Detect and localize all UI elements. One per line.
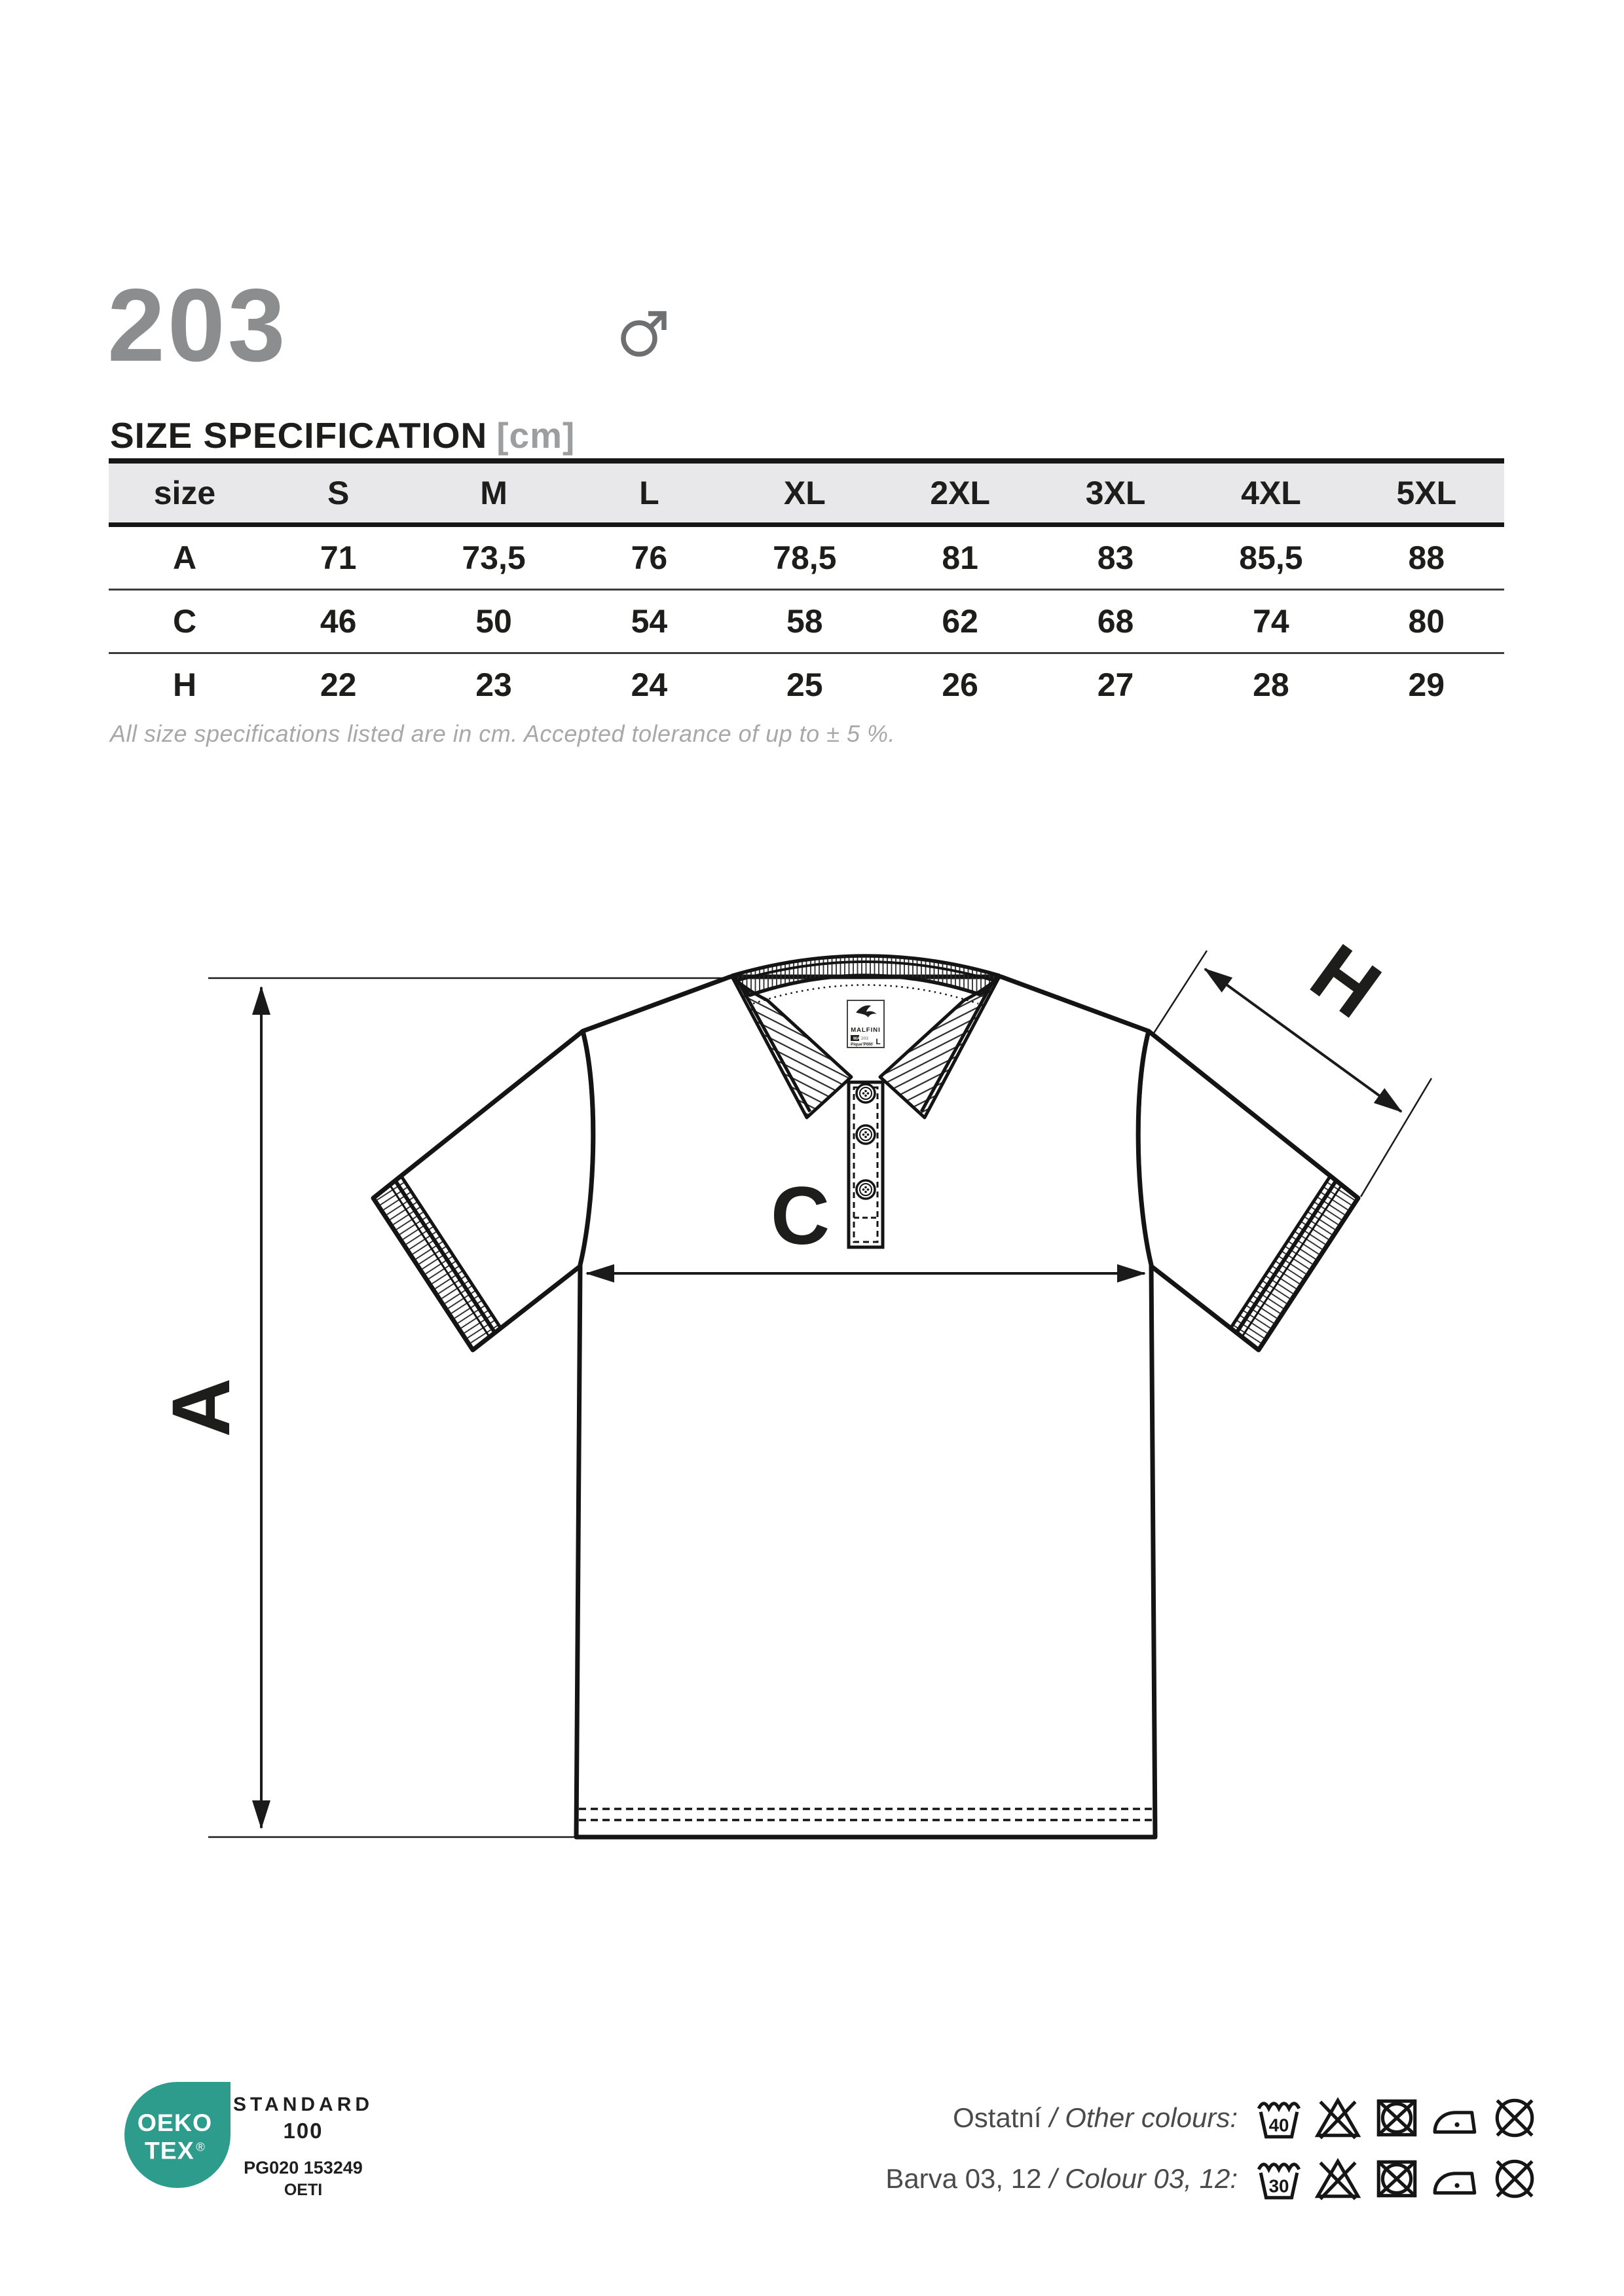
row-label: C xyxy=(172,603,197,640)
dim-label-a: A xyxy=(156,1377,247,1438)
care-row-label xyxy=(885,2163,1238,2195)
page-title: 203 xyxy=(107,268,288,383)
standard-text: STANDARD xyxy=(232,2094,374,2115)
standard-number: 100 xyxy=(283,2119,323,2143)
cell: 76 xyxy=(631,539,668,576)
col-header-l: L xyxy=(572,461,727,525)
tex-text: TEX xyxy=(144,2136,194,2164)
cell: 81 xyxy=(942,539,978,576)
care-label-english: Other colours: xyxy=(1065,2102,1238,2133)
do-not-bleach-icon xyxy=(1314,2094,1362,2142)
col-header-2xl: 2XL xyxy=(883,461,1038,525)
label-brand-text: MALFINI xyxy=(851,1027,881,1034)
cell: 68 xyxy=(1097,603,1134,640)
male-gender-icon xyxy=(614,296,680,361)
section-heading xyxy=(110,414,575,456)
certificate-code: PG020 153249 xyxy=(244,2158,363,2178)
dim-label-c: C xyxy=(770,1171,830,1262)
care-label-separator: / xyxy=(1049,2163,1058,2194)
cell: 24 xyxy=(631,666,668,703)
cell: 74 xyxy=(1253,603,1289,640)
care-row-colour-03-12 xyxy=(720,2155,1539,2203)
do-not-tumble-dry-icon xyxy=(1373,2094,1421,2142)
cell: 78,5 xyxy=(773,539,837,576)
oeko-text: OEKO xyxy=(137,2108,213,2136)
cell: 54 xyxy=(631,603,668,640)
wash-temp: 30 xyxy=(1268,2176,1289,2196)
dim-label-h: H xyxy=(1295,926,1397,1036)
care-icons xyxy=(1255,2155,1539,2203)
cell: 27 xyxy=(1097,666,1134,703)
care-row-label xyxy=(953,2102,1238,2134)
cell: 46 xyxy=(320,603,357,640)
cell: 23 xyxy=(475,666,512,703)
cell: 58 xyxy=(786,603,823,640)
col-header-5xl: 5XL xyxy=(1349,461,1504,525)
brand-label xyxy=(847,1000,884,1048)
col-header-3xl: 3XL xyxy=(1038,461,1193,525)
cell: 29 xyxy=(1408,666,1445,703)
wash-tub-icon xyxy=(1255,2094,1303,2142)
cell: 22 xyxy=(320,666,357,703)
oeko-tex-logo xyxy=(124,2082,231,2188)
certification-block xyxy=(228,2094,378,2200)
section-heading-unit: [cm] xyxy=(496,415,576,456)
wash-tub-icon xyxy=(1255,2155,1303,2203)
table-row-h xyxy=(109,653,1504,716)
table-row-c xyxy=(109,590,1504,653)
do-not-bleach-icon xyxy=(1314,2155,1362,2203)
cell: 71 xyxy=(320,539,357,576)
cell: 80 xyxy=(1408,603,1445,640)
cell: 88 xyxy=(1408,539,1445,576)
col-header-size: size xyxy=(109,461,261,525)
size-table xyxy=(109,458,1504,716)
buttons xyxy=(857,1084,875,1199)
do-not-dry-clean-icon xyxy=(1490,2094,1539,2142)
col-header-s: S xyxy=(261,461,416,525)
placket xyxy=(849,1082,883,1247)
care-row-other-colours xyxy=(720,2094,1539,2142)
care-label-czech: Barva 03, 12 xyxy=(885,2163,1042,2194)
cell: 85,5 xyxy=(1239,539,1303,576)
cell: 62 xyxy=(942,603,978,640)
care-icons xyxy=(1255,2094,1539,2142)
table-row-a xyxy=(109,525,1504,590)
do-not-tumble-dry-icon xyxy=(1373,2155,1421,2203)
col-header-4xl: 4XL xyxy=(1193,461,1348,525)
section-heading-text: SIZE SPECIFICATION xyxy=(110,415,488,456)
cell: 26 xyxy=(942,666,978,703)
col-header-xl: XL xyxy=(727,461,882,525)
cell: 83 xyxy=(1097,539,1134,576)
iron-one-dot-icon xyxy=(1431,2155,1480,2203)
col-header-m: M xyxy=(416,461,571,525)
iron-one-dot-icon xyxy=(1431,2094,1480,2142)
row-label: A xyxy=(172,539,197,576)
care-instructions xyxy=(720,2094,1539,2203)
cell: 25 xyxy=(786,666,823,703)
cell: 28 xyxy=(1253,666,1289,703)
label-tag-text: MAN xyxy=(853,1036,863,1041)
registered-mark: ® xyxy=(196,2140,205,2154)
cell: 50 xyxy=(475,603,512,640)
size-note: All size specifications listed are in cm. Accepted tolerance of up to ± 5 %. xyxy=(110,720,895,747)
size-table-header-row xyxy=(109,461,1504,525)
label-code-text: 203 xyxy=(861,1036,868,1041)
wash-temp: 40 xyxy=(1268,2115,1289,2136)
care-label-separator: / xyxy=(1049,2102,1058,2133)
label-product-text: Pique Polo xyxy=(851,1042,873,1047)
institute-code: OETI xyxy=(284,2181,323,2199)
care-label-czech: Ostatní xyxy=(953,2102,1042,2133)
care-label-english: Colour 03, 12: xyxy=(1065,2163,1238,2194)
garment-diagram xyxy=(0,851,1624,1964)
do-not-dry-clean-icon xyxy=(1490,2155,1539,2203)
cell: 73,5 xyxy=(462,539,526,576)
row-label: H xyxy=(172,666,197,703)
label-size-text: L xyxy=(876,1037,881,1046)
